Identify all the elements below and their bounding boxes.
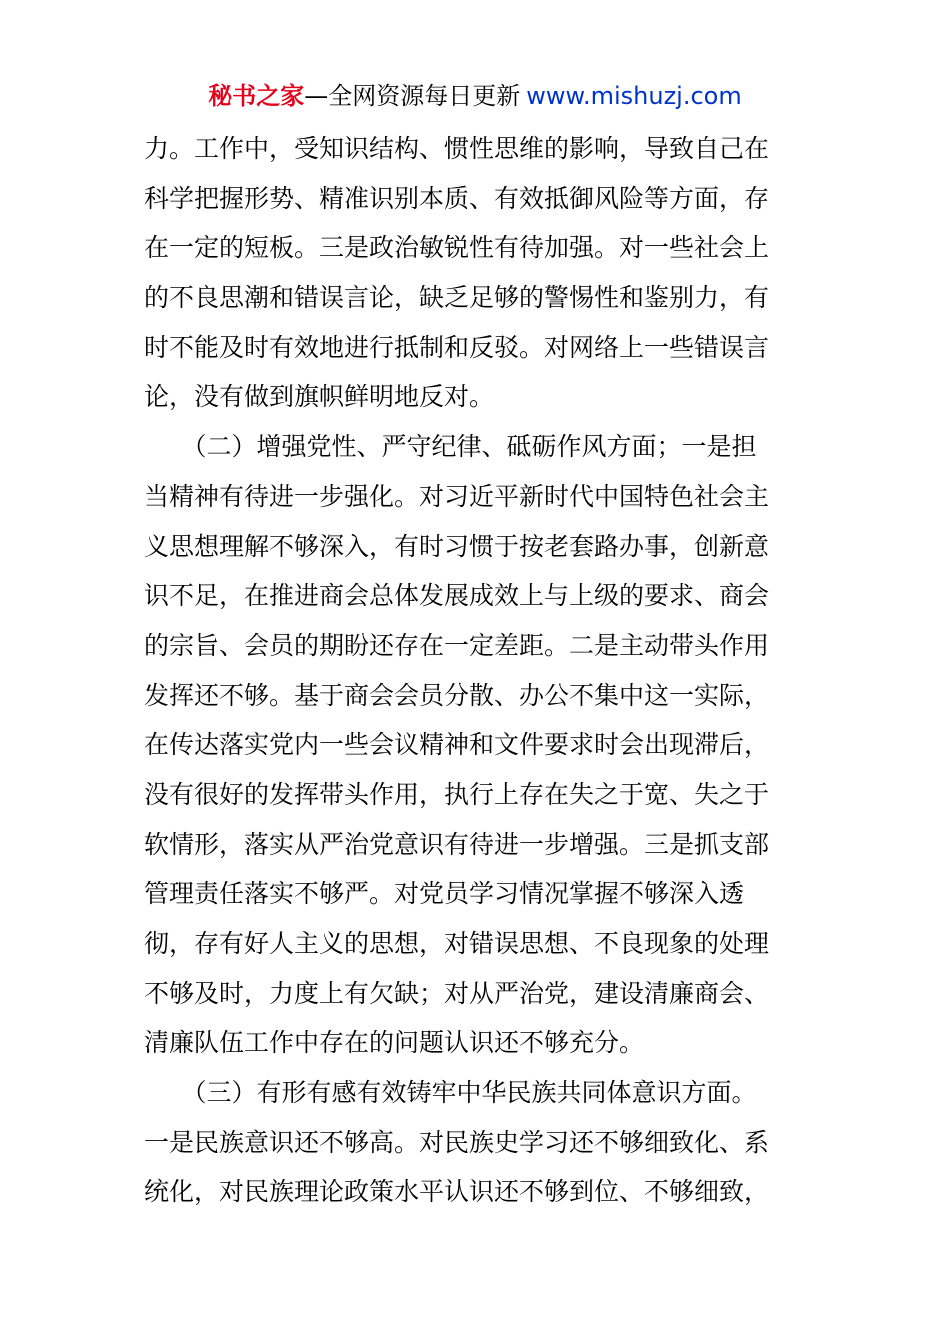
text-line: 时不能及时有效地进行抵制和反驳。对网络上一些错误言 <box>144 332 770 362</box>
text-line: 当精神有待进一步强化。对习近平新时代中国特色社会主 <box>144 481 770 511</box>
section-heading-line: （三）有形有感有效铸牢中华民族共同体意识方面。 <box>144 1078 757 1108</box>
text-line: 在一定的短板。三是政治敏锐性有待加强。对一些社会上 <box>144 233 770 263</box>
text-line: 的宗旨、会员的期盼还存在一定差距。二是主动带头作用 <box>144 630 770 660</box>
text-line: 软情形，落实从严治党意识有待进一步增强。三是抓支部 <box>144 829 770 859</box>
text-line: 清廉队伍工作中存在的问题认识还不够充分。 <box>144 1028 645 1058</box>
section-heading-line: （二）增强党性、严守纪律、砥砺作风方面；一是担 <box>144 432 757 462</box>
text-line: 统化，对民族理论政策水平认识还不够到位、不够细致， <box>144 1177 770 1207</box>
document-body <box>144 124 808 1217</box>
text-line: 没有很好的发挥带头作用，执行上存在失之于宽、失之于 <box>144 779 770 809</box>
text-line: 力。工作中，受知识结构、惯性思维的影响，导致自己在 <box>144 134 770 163</box>
text-line: 不够及时，力度上有欠缺；对从严治党，建设清廉商会、 <box>144 978 770 1008</box>
text-line: 彻，存有好人主义的思想，对错误思想、不良现象的处理 <box>144 929 770 958</box>
text-line: 的不良思潮和错误言论，缺乏足够的警惕性和鉴别力，有 <box>144 283 770 313</box>
site-brand: 秘书之家 <box>208 82 305 110</box>
text-line: 识不足，在推进商会总体发展成效上与上级的要求、商会 <box>144 581 770 611</box>
text-line: 在传达落实党内一些会议精神和文件要求时会出现滞后， <box>144 730 770 760</box>
text-line: 义思想理解不够深入，有时习惯于按老套路办事，创新意 <box>144 531 770 561</box>
text-line: 论，没有做到旗帜鲜明地反对。 <box>144 382 495 412</box>
site-header <box>0 80 950 112</box>
text-line: 发挥还不够。基于商会会员分散、办公不集中这一实际， <box>144 680 770 710</box>
text-line: 一是民族意识还不够高。对民族史学习还不够细致化、系 <box>144 1127 770 1157</box>
site-url-link[interactable]: www.mishuzj.com <box>526 82 742 110</box>
text-line: 科学把握形势、精准识别本质、有效抵御风险等方面，存 <box>144 183 770 213</box>
text-line: 管理责任落实不够严。对党员学习情况掌握不够深入透 <box>144 879 745 909</box>
site-tagline: —全网资源每日更新 <box>304 82 521 110</box>
